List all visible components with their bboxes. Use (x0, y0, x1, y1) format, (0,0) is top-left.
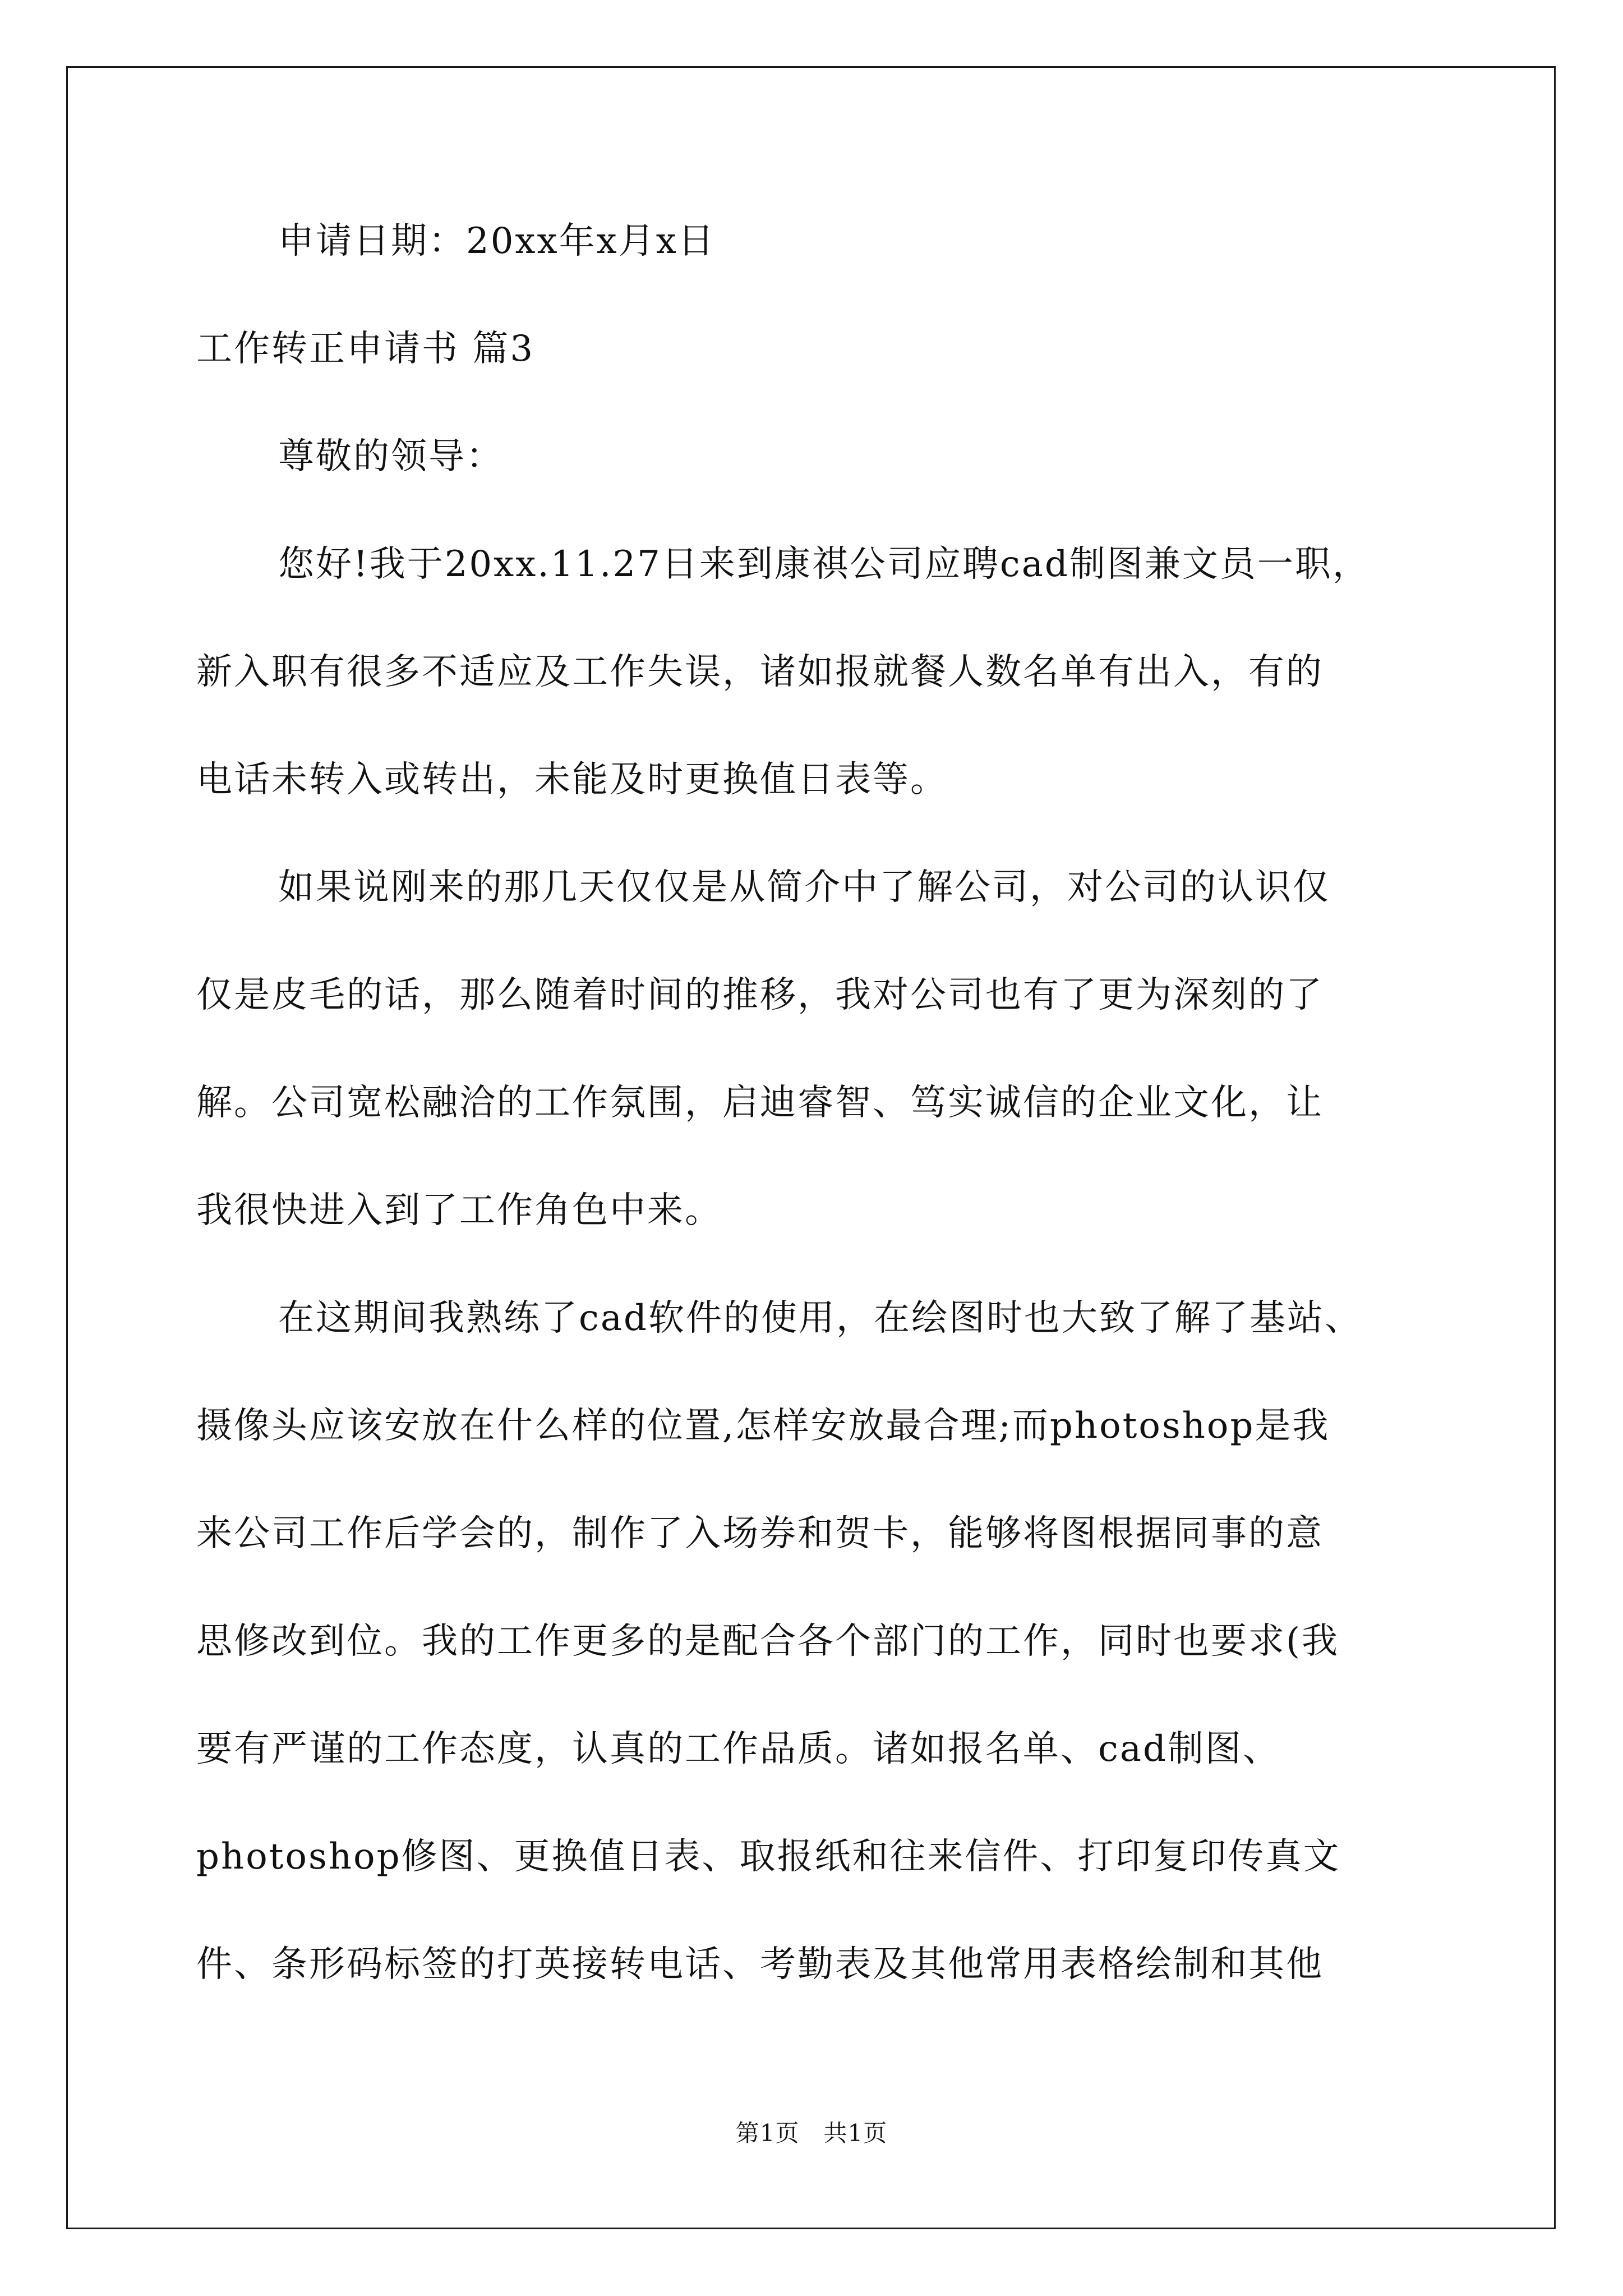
paragraph-line: 在这期间我熟练了cad软件的使用，在绘图时也大致了解了基站、 (278, 1297, 1362, 1339)
paragraph-line: 您好!我于20xx.11.27日来到康祺公司应聘cad制图兼文员一职， (278, 544, 1370, 585)
section-heading: 工作转正申请书 篇3 (196, 328, 535, 370)
paragraph-line: 摄像头应该安放在什么样的位置,怎样安放最合理;而photoshop是我 (196, 1405, 1330, 1447)
salutation: 尊敬的领导： (278, 436, 504, 477)
paragraph-line: 新入职有很多不适应及工作失误，诸如报就餐人数名单有出入，有的 (196, 651, 1324, 693)
paragraph-line: 解。公司宽松融洽的工作氛围，启迪睿智、笃实诚信的企业文化，让 (196, 1082, 1324, 1124)
paragraph-line: 来公司工作后学会的，制作了入场券和贺卡，能够将图根据同事的意 (196, 1513, 1324, 1554)
paragraph-line: 如果说刚来的那几天仅仅是从简介中了解公司，对公司的认识仅 (278, 867, 1330, 908)
page-footer: 第1页 共1页 (735, 2119, 888, 2147)
paragraph-line: photoshop修图、更换值日表、取报纸和往来信件、打印复印传真文 (196, 1836, 1341, 1878)
page-border (66, 66, 1556, 2229)
paragraph-line: 件、条形码标签的打英接转电话、考勤表及其他常用表格绘制和其他 (196, 1944, 1324, 1985)
application-date: 申请日期：20xx年x月x日 (278, 220, 716, 262)
paragraph-line: 要有严谨的工作态度，认真的工作品质。诸如报名单、cad制图、 (196, 1728, 1280, 1770)
paragraph-line: 仅是皮毛的话，那么随着时间的推移，我对公司也有了更为深刻的了 (196, 974, 1324, 1016)
paragraph-line: 我很快进入到了工作角色中来。 (196, 1190, 722, 1231)
paragraph-line: 电话未转入或转出，未能及时更换值日表等。 (196, 759, 948, 800)
paragraph-line: 思修改到位。我的工作更多的是配合各个部门的工作，同时也要求(我 (196, 1621, 1339, 1662)
